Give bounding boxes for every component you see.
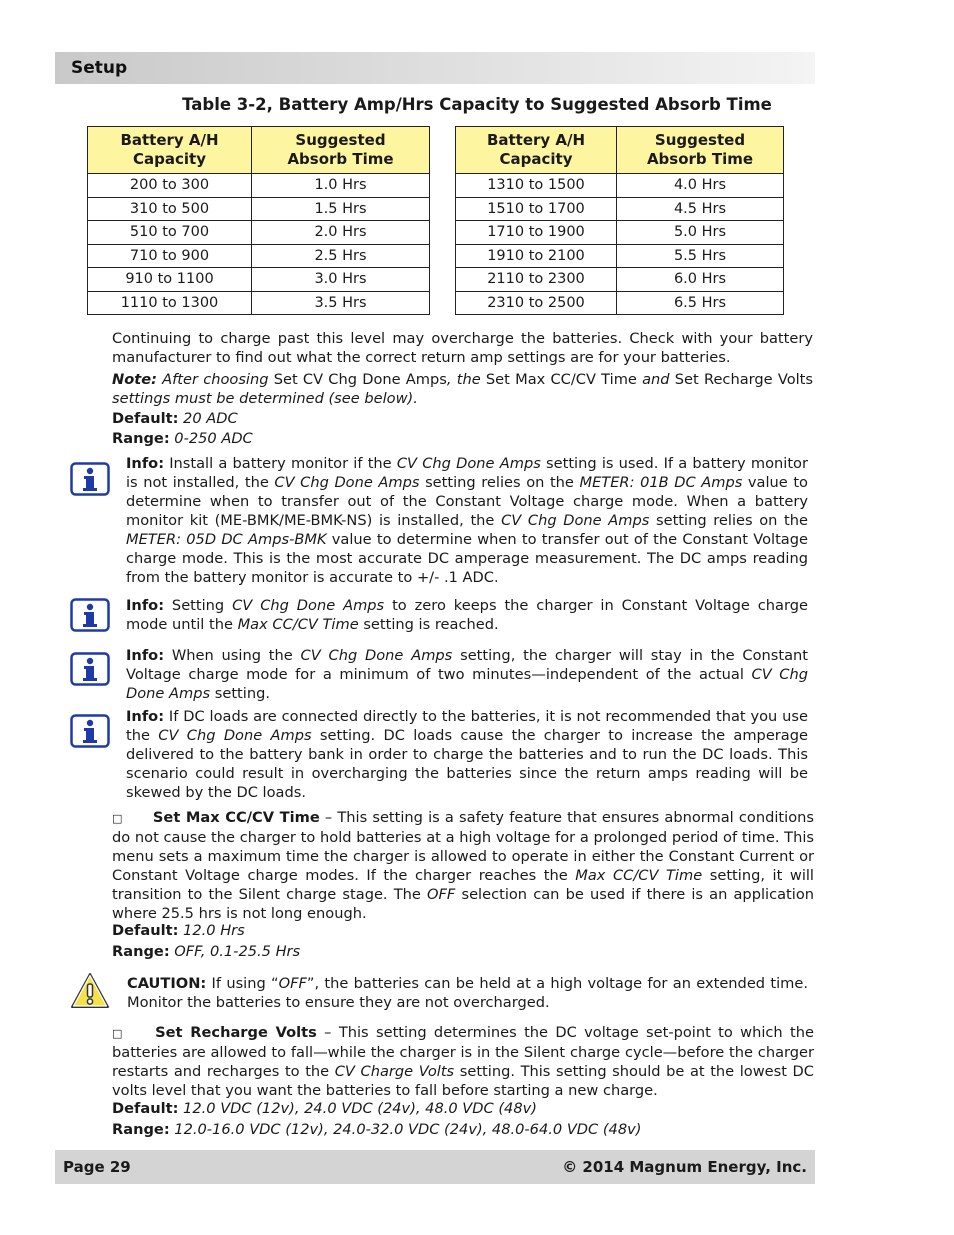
info-text: to zero keeps the charger in Constant Voltage charge mode until the bbox=[126, 597, 808, 633]
range-label: Range: bbox=[112, 430, 170, 447]
info-paragraph-dc-loads bbox=[126, 707, 808, 802]
absorb-time-table-right bbox=[455, 126, 784, 315]
note-text-4: settings must be determined (see below). bbox=[112, 390, 418, 407]
table-row bbox=[88, 291, 430, 315]
continuing-paragraph: Continuing to charge past this level may overcharge the batteries. Check with your battery manufacturer to find out what the correct return amp settings are for your batteries. bbox=[112, 330, 813, 366]
info-label: Info: bbox=[126, 455, 165, 472]
info-setting: CV Chg Done Amps bbox=[274, 474, 420, 491]
capacity-cell: 310 to 500 bbox=[88, 197, 252, 221]
absorb-cell: 3.0 Hrs bbox=[252, 268, 430, 292]
setting-text: setting. This setting should be at the lowest DC volts level that you want the batteries to fall before starting a new charge. bbox=[112, 1063, 814, 1099]
note-text-3: and bbox=[636, 371, 675, 388]
table-row bbox=[456, 197, 784, 221]
table-row bbox=[456, 244, 784, 268]
range-label: Range: bbox=[112, 943, 170, 960]
info-setting: CV Chg Done Amps bbox=[232, 597, 385, 614]
setting-text: setting, it will transition to the Silent charge stage. The bbox=[112, 867, 814, 903]
cv-range-line bbox=[112, 429, 253, 449]
absorb-cell: 6.0 Hrs bbox=[617, 268, 784, 292]
absorb-cell: 1.0 Hrs bbox=[252, 174, 430, 198]
bullet-square-icon: □ bbox=[112, 812, 123, 825]
table-row bbox=[456, 174, 784, 198]
setting-text: – This setting is a safety feature that ensures abnormal conditions do not cause the charger to hold batteries at a high voltage for a prolonged period of time. This menu sets a maximum time the charger is allowed to operate in either the Constant Current or Constant Voltage charge modes. If the charger reaches the bbox=[112, 809, 814, 884]
absorb-time-table-left bbox=[87, 126, 430, 315]
range-value: OFF, 0.1-25.5 Hrs bbox=[169, 943, 301, 960]
info-setting: CV Chg Done Amps bbox=[501, 512, 650, 529]
info-setting: CV Chg Done Amps bbox=[158, 727, 312, 744]
info-text: If DC loads are connected directly to the batteries, it is not recommended that you use the bbox=[126, 708, 808, 744]
setting-italic: CV Charge Volts bbox=[334, 1063, 455, 1080]
default-label: Default: bbox=[112, 410, 179, 427]
capacity-cell: 2310 to 2500 bbox=[456, 291, 617, 315]
note-paragraph bbox=[112, 370, 813, 408]
table-row bbox=[456, 268, 784, 292]
bullet-square-icon: □ bbox=[112, 1027, 126, 1040]
table-row bbox=[88, 221, 430, 245]
table-header-absorb bbox=[252, 127, 430, 174]
note-setting-3: Set Recharge Volts bbox=[674, 371, 813, 388]
caution-paragraph bbox=[127, 974, 808, 1012]
caution-italic: OFF bbox=[278, 975, 307, 992]
caution-label: CAUTION: bbox=[127, 975, 207, 992]
info-icon bbox=[70, 714, 110, 752]
info-label: Info: bbox=[126, 597, 165, 614]
absorb-cell: 4.0 Hrs bbox=[617, 174, 784, 198]
info-text: When using the bbox=[164, 647, 301, 664]
info-text: setting is reached. bbox=[358, 616, 499, 633]
info-setting: CV Chg Done Amps bbox=[300, 647, 453, 664]
info-text: setting relies on the bbox=[419, 474, 580, 491]
info-text: setting, the charger will stay in the Constant Voltage charge mode for a minimum of two minutes—independent of the actual bbox=[126, 647, 808, 683]
header-absorb-text: Suggested Absorb Time bbox=[287, 131, 394, 168]
info-text: value to determine when to transfer out of the Constant Voltage charge mode. This is the most accurate DC amperage measurement. The DC amps reading from the battery monitor is accurate to +/- .1 ADC. bbox=[126, 531, 808, 586]
table-row bbox=[88, 268, 430, 292]
absorb-cell: 6.5 Hrs bbox=[617, 291, 784, 315]
maxcc-range-line bbox=[112, 942, 300, 962]
cv-default-line bbox=[112, 409, 238, 429]
info-icon bbox=[70, 598, 110, 636]
info-paragraph-battery-monitor bbox=[126, 454, 808, 587]
info-label: Info: bbox=[126, 708, 165, 725]
absorb-cell: 2.5 Hrs bbox=[252, 244, 430, 268]
table-title: Table 3-2, Battery Amp/Hrs Capacity to Suggested Absorb Time bbox=[182, 95, 772, 114]
info-text: setting. bbox=[210, 685, 270, 702]
info-icon bbox=[70, 462, 110, 500]
page-footer bbox=[55, 1150, 815, 1184]
capacity-cell: 710 to 900 bbox=[88, 244, 252, 268]
absorb-cell: 5.5 Hrs bbox=[617, 244, 784, 268]
table-row bbox=[88, 244, 430, 268]
maxcc-default-line bbox=[112, 921, 245, 941]
setting-text: selection can be used if there is an application where 25.5 hrs is not long enough. bbox=[112, 886, 814, 922]
caution-text: If using “ bbox=[206, 975, 279, 992]
range-value: 0-250 ADC bbox=[169, 430, 253, 447]
section-header-bar bbox=[55, 52, 815, 84]
range-value: 12.0-16.0 VDC (12v), 24.0-32.0 VDC (24v), 48.0-64.0 VDC (48v) bbox=[169, 1121, 642, 1138]
capacity-cell: 2110 to 2300 bbox=[456, 268, 617, 292]
default-label: Default: bbox=[112, 922, 179, 939]
absorb-cell: 4.5 Hrs bbox=[617, 197, 784, 221]
absorb-cell: 3.5 Hrs bbox=[252, 291, 430, 315]
info-paragraph-two-minutes bbox=[126, 646, 808, 703]
setting-text: – This setting determines the DC voltage set-point to which the batteries are allowed to fall—while the charger is in the Silent charge cycle—before the charger restarts and recharges to the bbox=[112, 1024, 814, 1080]
note-label: Note: bbox=[112, 371, 157, 388]
info-text: setting relies on the bbox=[649, 512, 808, 529]
table-header-capacity bbox=[88, 127, 252, 174]
header-absorb-text: Suggested Absorb Time bbox=[646, 131, 754, 168]
capacity-cell: 1910 to 2100 bbox=[456, 244, 617, 268]
info-paragraph-zero-setting bbox=[126, 596, 808, 634]
info-icon bbox=[70, 652, 110, 690]
info-text: Install a battery monitor if the bbox=[164, 455, 397, 472]
recharge-volts-section bbox=[112, 1023, 814, 1100]
header-capacity-text: Battery A/H Capacity bbox=[120, 131, 219, 168]
range-label: Range: bbox=[112, 1121, 170, 1138]
max-cc-cv-time-section bbox=[112, 808, 814, 923]
setting-italic: Max CC/CV Time bbox=[575, 867, 703, 884]
capacity-cell: 200 to 300 bbox=[88, 174, 252, 198]
info-setting: Max CC/CV Time bbox=[237, 616, 359, 633]
absorb-cell: 5.0 Hrs bbox=[617, 221, 784, 245]
capacity-cell: 1310 to 1500 bbox=[456, 174, 617, 198]
note-setting-2: Set Max CC/CV Time bbox=[485, 371, 637, 388]
info-text: value to determine when to transfer out of the Constant Voltage charge mode. When a battery monitor kit (ME-BMK/ME-BMK-NS) is installed, the bbox=[126, 474, 808, 529]
info-label: Info: bbox=[126, 647, 165, 664]
info-setting: CV Chg Done Amps bbox=[396, 455, 541, 472]
page-number: Page 29 bbox=[63, 1158, 131, 1176]
info-text: setting. DC loads cause the charger to increase the amperage delivered to the battery bank in order to charge the batteries and to run the DC loads. This scenario could result in overcharging the batteries since the return amps reading will be skewed by the DC loads. bbox=[126, 727, 808, 801]
capacity-cell: 1510 to 1700 bbox=[456, 197, 617, 221]
table-row bbox=[88, 197, 430, 221]
capacity-cell: 910 to 1100 bbox=[88, 268, 252, 292]
note-text-2: , the bbox=[446, 371, 486, 388]
recharge-range-line bbox=[112, 1120, 641, 1140]
table-row bbox=[456, 291, 784, 315]
capacity-cell: 510 to 700 bbox=[88, 221, 252, 245]
setting-italic: OFF bbox=[427, 886, 456, 903]
info-text: Setting bbox=[164, 597, 233, 614]
setting-title: Set Max CC/CV Time bbox=[152, 809, 320, 826]
table-header-capacity bbox=[456, 127, 617, 174]
info-setting: METER: 05D DC Amps-BMK bbox=[126, 531, 327, 548]
info-setting: CV Chg Done Amps bbox=[126, 666, 808, 702]
default-value: 12.0 Hrs bbox=[178, 922, 245, 939]
recharge-default-line bbox=[112, 1099, 537, 1119]
copyright: © 2014 Magnum Energy, Inc. bbox=[562, 1158, 807, 1176]
table-header-absorb bbox=[617, 127, 784, 174]
default-value: 12.0 VDC (12v), 24.0 VDC (24v), 48.0 VDC (48v) bbox=[178, 1100, 537, 1117]
absorb-cell: 1.5 Hrs bbox=[252, 197, 430, 221]
capacity-cell: 1110 to 1300 bbox=[88, 291, 252, 315]
caution-text: ”, the batteries can be held at a high voltage for an extended time. Monitor the batteries to ensure they are not overcharged. bbox=[127, 975, 808, 1011]
default-value: 20 ADC bbox=[178, 410, 238, 427]
section-title: Setup bbox=[71, 58, 128, 78]
info-setting: METER: 01B DC Amps bbox=[579, 474, 743, 491]
note-text-1: After choosing bbox=[156, 371, 274, 388]
caution-icon bbox=[70, 972, 110, 1014]
setting-title: Set Recharge Volts bbox=[155, 1024, 317, 1041]
header-capacity-text: Battery A/H Capacity bbox=[486, 131, 586, 168]
absorb-cell: 2.0 Hrs bbox=[252, 221, 430, 245]
table-row bbox=[88, 174, 430, 198]
note-setting-1: Set CV Chg Done Amps bbox=[273, 371, 447, 388]
info-text: setting is used. If a battery monitor is not installed, the bbox=[126, 455, 808, 491]
table-row bbox=[456, 221, 784, 245]
capacity-cell: 1710 to 1900 bbox=[456, 221, 617, 245]
default-label: Default: bbox=[112, 1100, 179, 1117]
